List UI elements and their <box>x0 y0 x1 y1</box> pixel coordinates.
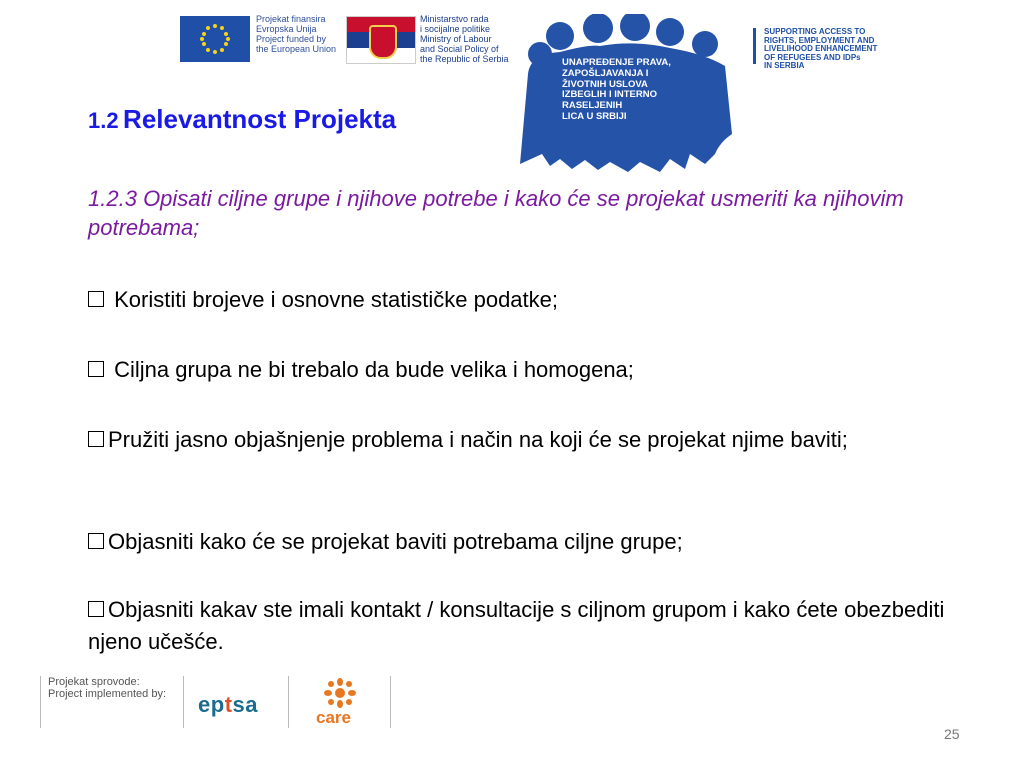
slide-subheading <box>88 184 908 242</box>
eptisa-logo: eptsa <box>198 692 258 717</box>
bullet-item <box>88 526 948 558</box>
checkbox-bullet-icon <box>88 431 104 447</box>
bullet-item <box>88 284 948 316</box>
subheading-number: 1.2.3 <box>88 186 137 211</box>
serbia-flag-icon <box>346 16 416 64</box>
checkbox-bullet-icon <box>88 601 104 617</box>
footer-divider <box>390 676 391 728</box>
header-divider <box>753 28 756 64</box>
page-number: 25 <box>944 726 960 742</box>
bullet-item <box>88 354 948 386</box>
heading-number: 1.2 <box>88 108 119 133</box>
footer-divider <box>183 676 184 728</box>
bullet-text: Koristiti brojeve i osnovne statističke podatke; <box>108 287 559 312</box>
care-emblem-icon <box>318 678 362 708</box>
project-english-title: SUPPORTING ACCESS TO RIGHTS, EMPLOYMENT AND LIVELIHOOD ENHANCEMENT OF REFUGEES AND IDPs IN SERBIA <box>764 27 878 71</box>
footer-divider <box>288 676 289 728</box>
footer-divider <box>40 676 41 728</box>
care-logo-text: care <box>316 708 351 727</box>
slide-heading <box>88 104 396 135</box>
checkbox-bullet-icon <box>88 361 104 377</box>
ministry-text: Ministarstvo rada i socijalne politike Ministry of Labour and Social Policy of the Republic of Serbia <box>420 14 509 64</box>
bullet-text: Pružiti jasno objašnjenje problema i način na koji će se projekat njime baviti; <box>108 427 848 452</box>
eu-funding-text: Projekat finansira Evropska Unija Project funded by the European Union <box>256 14 337 54</box>
eu-flag-icon <box>180 16 250 62</box>
project-slogan: UNAPREĐENJE PRAVA, ZAPOŠLJAVANJA I ŽIVOTNIH USLOVA IZBEGLIH I INTERNO RASELJENIH LICA U SRBIJI <box>562 57 671 122</box>
implementers-label: Projekat sprovode: Project implemented by: <box>48 676 166 700</box>
bullet-item <box>88 424 948 456</box>
subheading-text: Opisati ciljne grupe i njihove potrebe i kako će se projekat usmeriti ka njihovim potrebama; <box>88 186 904 240</box>
bullet-item <box>88 594 948 658</box>
bullet-text: Ciljna grupa ne bi trebalo da bude velika i homogena; <box>108 357 634 382</box>
bullet-text: Objasniti kakav ste imali kontakt / konsultacije s ciljnom grupom i kako ćete obezbediti njeno učešće. <box>88 597 945 654</box>
checkbox-bullet-icon <box>88 291 104 307</box>
serbia-crest-icon <box>369 25 397 59</box>
bullet-text: Objasniti kako će se projekat baviti potrebama ciljne grupe; <box>108 529 683 554</box>
checkbox-bullet-icon <box>88 533 104 549</box>
heading-title: Relevantnost Projekta <box>123 104 397 134</box>
